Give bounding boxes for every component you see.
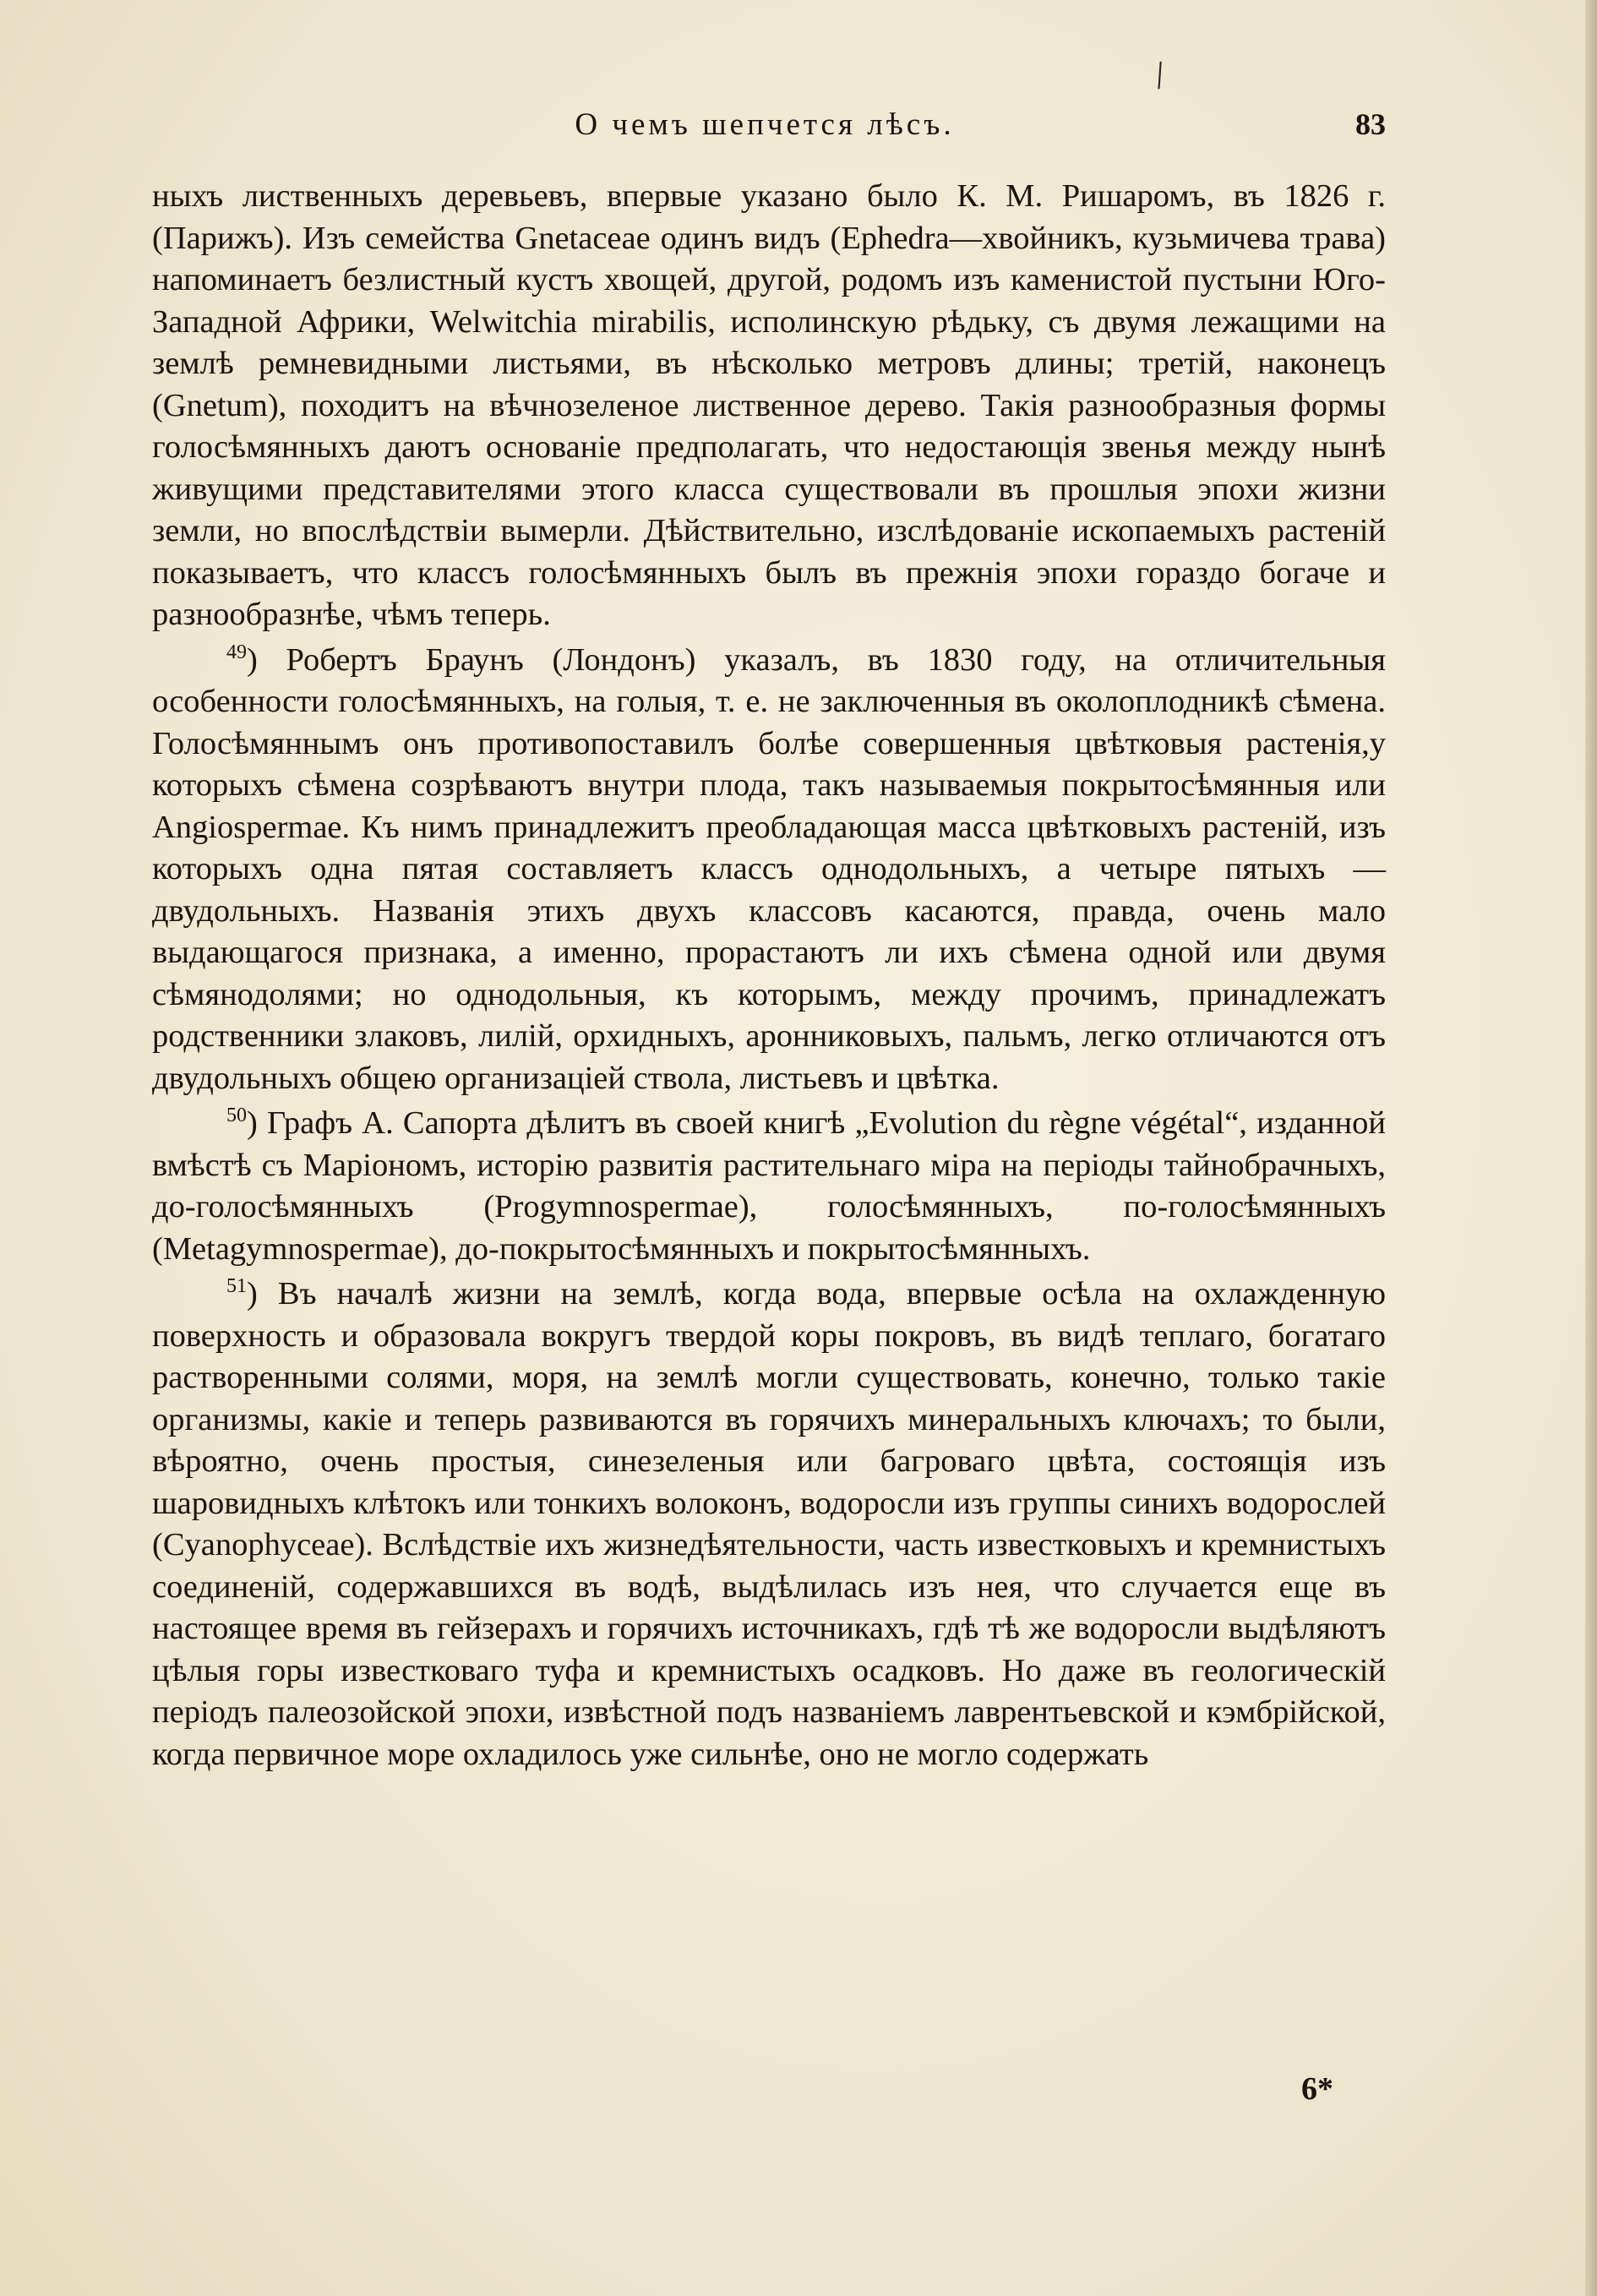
note-number: 51	[226, 1275, 247, 1298]
paragraph-continuation	[152, 176, 1386, 636]
note-49	[152, 640, 1386, 1100]
pencil-mark: /	[1148, 52, 1171, 97]
paragraph-text: ныхъ лиственныхъ деревьевъ, впервые указано было К. М. Ришаромъ, въ 1826 г. (Парижъ). Изъ семейства Gnetaceae одинъ видъ (Ephedra—хвойникъ, кузьмичева трава) напоминаетъ безлистный кустъ хвощей, другой, родомъ изъ каменистой пустыни Юго-Западной Африки, Welwitchia mirabilis, исполинскую рѣдьку, съ двумя лежащими на землѣ ремневидными листьями, въ нѣсколько метровъ длины; третій, наконецъ (Gnetum), походитъ на вѣчнозеленое лиственное дерево. Такія разнообразныя формы голосѣмянныхъ даютъ основаніе предполагать, что недостающія звенья между нынѣ живущими представителями этого класса существовали въ прошлыя эпохи жизни земли, но впослѣдствіи вымерли. Дѣйствительно, изслѣдованіе ископаемыхъ растеній показываетъ, что классъ голосѣмянныхъ былъ въ прежнія эпохи гораздо богаче и разнообразнѣе, чѣмъ теперь.	[152, 178, 1386, 632]
printer-signature-mark: 6*	[1301, 2071, 1333, 2107]
note-text: ) Графъ А. Сапорта дѣлитъ въ своей книгѣ „Evolution du règne végétal“, изданной вмѣстѣ съ Маріономъ, исторію развитія растительнаго міра на періоды тайнобрачныхъ, до-голосѣмянныхъ (Progymnospermae), голосѣмянныхъ, по-голосѣмянныхъ (Metagymnospermae), до-покрытосѣмянныхъ и покрытосѣмянныхъ.	[152, 1105, 1386, 1267]
note-50	[152, 1103, 1386, 1270]
page-number: 83	[1355, 107, 1386, 141]
note-text: ) Въ началѣ жизни на землѣ, когда вода, впервые осѣла на охлажденную поверхность и образовала вокругъ твердой коры покровъ, въ видѣ теплаго, богатаго растворенными солями, моря, на землѣ могли существовать, конечно, только такіе организмы, какіе и теперь развиваются въ горячихъ минеральныхъ ключахъ; то были, вѣроятно, очень простыя, синезеленыя или багроваго цвѣта, состоящія изъ шаровидныхъ клѣтокъ или тонкихъ волоконъ, водоросли изъ группы синихъ водорослей (Cyanophyceae). Вслѣдствіе ихъ жизнедѣятельности, часть известковыхъ и кремнистыхъ соединеній, содержавшихся въ водѣ, выдѣлилась изъ нея, что случается еще въ настоящее время въ гейзерахъ и горячихъ источникахъ, гдѣ тѣ же водоросли выдѣляютъ цѣлыя горы известковаго туфа и кремнистыхъ осадковъ. Но даже въ геологическій періодъ палеозойской эпохи, извѣстной подъ названіемъ лаврентьевской и кэмбрійской, когда первичное море охладилось уже сильнѣе, оно не могло содержать	[152, 1276, 1386, 1772]
note-text: ) Робертъ Браунъ (Лондонъ) указалъ, въ 1830 году, на отличительныя особенности голосѣмянныхъ, на голыя, т. е. не заключенныя въ околоплодникѣ сѣмена. Голосѣмяннымъ онъ противопоставилъ болѣе совершенныя цвѣтковыя растенія,у которыхъ сѣмена созрѣваютъ внутри плода, такъ называемыя покрытосѣмянныя или Angiospermae. Къ нимъ принадлежитъ преобладающая масса цвѣтковыхъ растеній, изъ которыхъ одна пятая составляетъ классъ однодольныхъ, а четыре пятыхъ — двудольныхъ. Названія этихъ двухъ классовъ касаются, правда, очень мало выдающагося признака, а именно, прорастаютъ ли ихъ сѣмена одной или двумя сѣмянодолями; но однодольныя, къ которымъ, между прочимъ, принадлежатъ родственники злаковъ, лилій, орхидныхъ, аронниковыхъ, пальмъ, легко отличаются отъ двудольныхъ общею организаціей ствола, листьевъ и цвѣтка.	[152, 641, 1386, 1096]
note-51	[152, 1273, 1386, 1775]
running-header	[152, 106, 1386, 157]
page-edge-shadow	[1585, 0, 1597, 2296]
running-title: О чемъ шепчется лѣсъ.	[575, 107, 955, 142]
note-number: 50	[226, 1104, 247, 1127]
body-text	[152, 176, 1386, 1775]
note-number: 49	[226, 641, 247, 663]
